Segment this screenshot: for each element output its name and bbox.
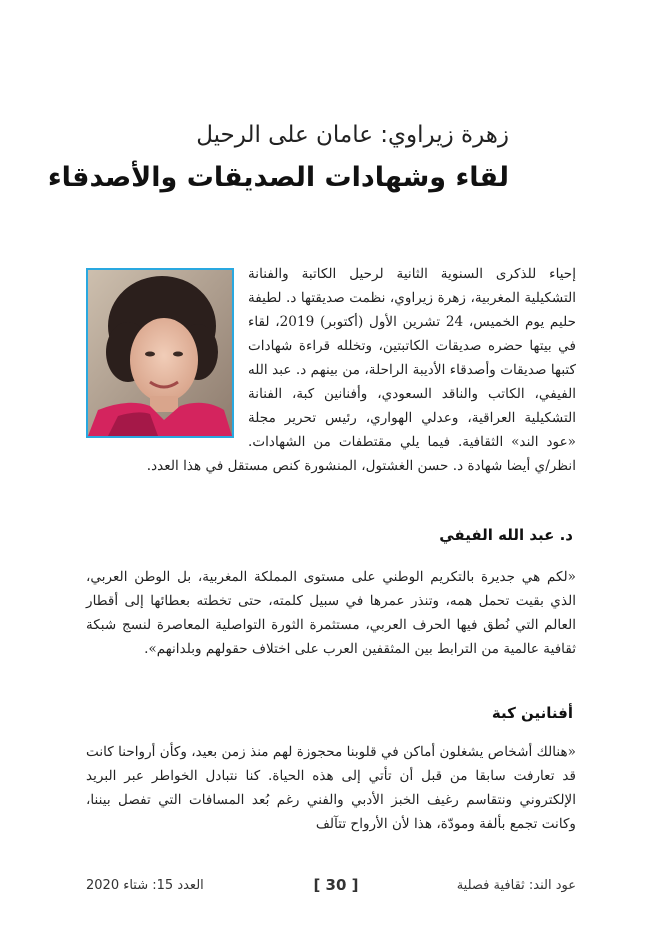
footer-page-number: [ 30 ]: [313, 876, 359, 894]
section-heading-alfeifi: د. عبد الله الفيفي: [439, 526, 573, 544]
footer-magazine: عود الند: ثقافية فصلية: [456, 878, 576, 893]
footer-issue: العدد 15: شتاء 2020: [86, 878, 204, 893]
section-text-alfeifi: «لكم هي جديرة بالتكريم الوطني على مستوى المملكة المغربية، بل الوطن العربي، الذي بقيت تحمل همه، وتنذر عمرها في سبيل كلمته، حتى تخطته بعطائها إلى أقطار العالم التي نُطق فيها الحرف العربي، مستثمرة الثورة التواصلية المعاصرة لنسج شبكة ثقافية عالمية من الترابط بين المثقفين العرب على اختلاف حقولهم وبلدانهم».: [86, 569, 576, 657]
intro-text: إحياء للذكرى السنوية الثانية لرحيل الكاتبة والفنانة التشكيلية المغربية، زهرة زيراوي، نظمت صديقتها د. لطيفة حليم يوم الخميس، 24 تشرين الأول (أكتوبر) 2019، لقاء في بيتها حضره صديقات الكاتبتين، وتخلله قراءة شهادات كتبها صديقات وأصدقاء الأديبة الراحلة، من بينهم د. عبد الله الفيفي، الكاتب والناقد السعودي، وأفنانين كبة، الفنانة التشكيلية العراقية، وعدلي الهواري، رئيس تحرير مجلة «عود الند» الثقافية. فيما يلي مقتطفات من الشهادات. انظر/ي أيضا شهادة د. حسن الغشتول، المنشورة كنص مستقل في هذا العدد.: [146, 266, 576, 474]
section-heading-kubba: أفنانين كبة: [491, 704, 573, 722]
author-photo: [86, 268, 234, 438]
intro-section: [86, 262, 576, 478]
article-title: لقاء وشهادات الصديقات والأصدقاء: [47, 162, 509, 193]
section-text-kubba: «هنالك أشخاص يشغلون أماكن في قلوبنا محجوزة لهم منذ زمن بعيد، وكأن أرواحنا كانت قد تعارفت سابقا من قبل أن تأتي إلى هذه الحياة. كنا نتبادل الخواطر عبر البريد الإلكتروني ونتقاسم رغيف الخبز الأدبي والفني رغم بُعد المسافات التي تفصل بيننا، وكانت تجمع بألفة ومودّة، هذا لأن الأرواح تتآلف: [86, 744, 576, 832]
page-footer: [86, 876, 576, 898]
portrait-image: [88, 270, 232, 436]
article-subtitle: زهرة زيراوي: عامان على الرحيل: [196, 122, 509, 148]
